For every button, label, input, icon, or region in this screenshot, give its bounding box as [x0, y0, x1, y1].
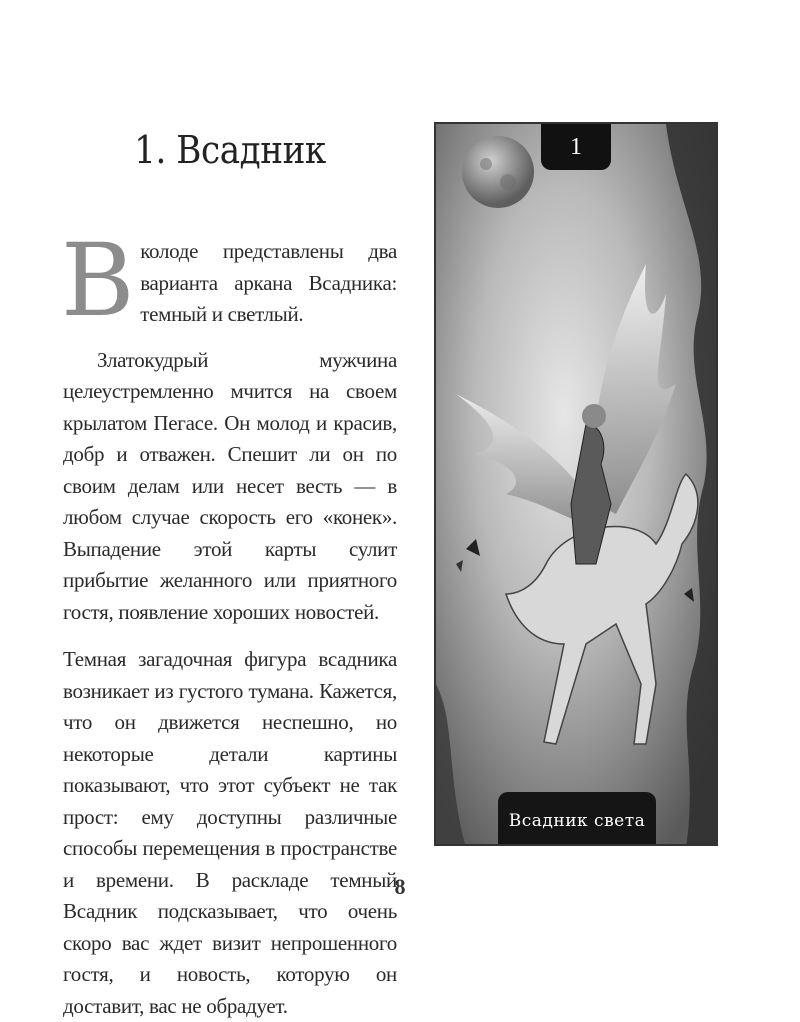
card-name: Всадник света [498, 792, 656, 846]
rider-head [582, 404, 606, 428]
tarot-card [434, 122, 718, 846]
paragraph-intro-text: колоде представлены два варианта аркана Всадника: темный и светлый. [140, 239, 397, 326]
paragraph-dark-rider: Темная загадочная фигура всадника возникает из густого тумана. Кажется, что он движется неспешно, но некоторые детали картины показывают, что этот субъект не так прост: ему доступны различные способы перемещения в пространстве и времени. В раскладе темный Всадник подсказывает, что очень скоро вас ждет визит непрошенного гостя, и новость, которую он доставит, вас не обрадует. [63, 647, 397, 1018]
card-number: 1 [541, 124, 611, 170]
chapter-body [61, 222, 397, 1022]
moon-icon [462, 136, 534, 208]
drop-cap: В [61, 222, 135, 339]
card-illustration [436, 124, 718, 846]
paragraph-light-rider: Златокудрый мужчина целеустремленно мчится на своем крылатом Пегасе. Он молод и красив, добр и отважен. Спешит ли он по своим делам или несет весть — в любом случае скорость его «конек». Выпадение этой карты сулит прибытие желанного или приятного гостя, появление хороших новостей. [63, 347, 397, 624]
chapter-title: 1. Всадник [134, 128, 326, 172]
page-number: 8 [394, 874, 406, 899]
paragraph-intro [61, 222, 397, 339]
